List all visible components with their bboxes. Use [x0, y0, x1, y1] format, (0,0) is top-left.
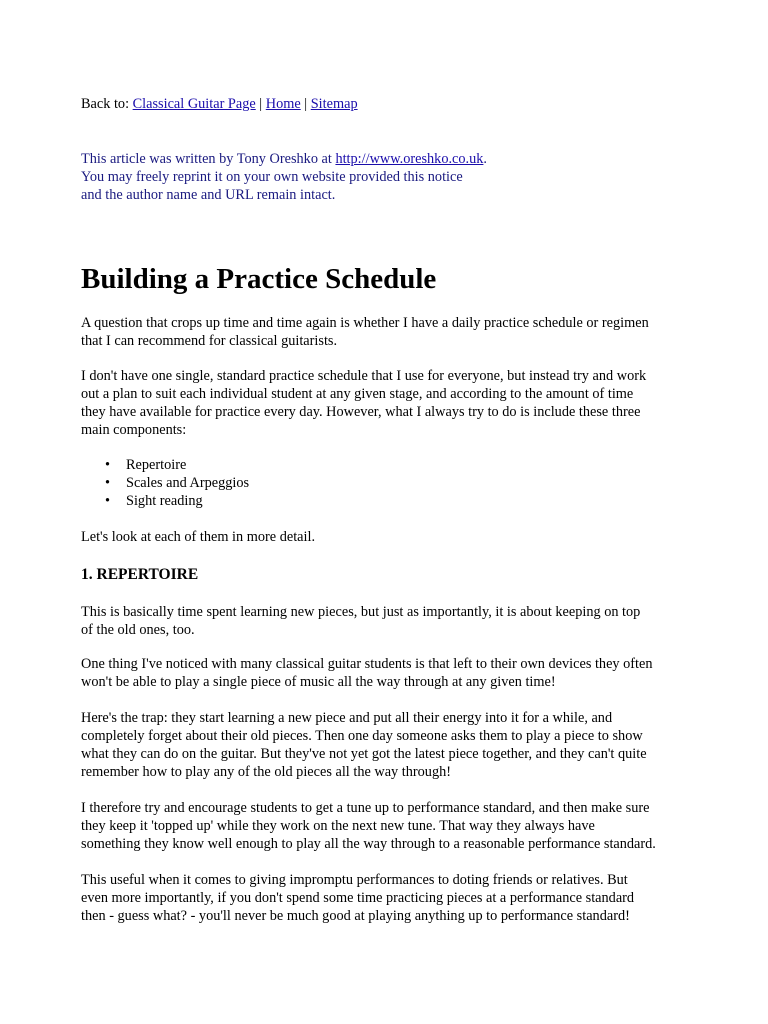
paragraph-line: I don't have one single, standard practice schedule that I use for everyone, but instead try and work: [81, 368, 647, 384]
classical-guitar-page-link[interactable]: Classical Guitar Page: [132, 96, 256, 112]
paragraph-line: remember how to play any of the old pieces all the way through!: [81, 764, 452, 780]
notice-line: [81, 150, 487, 168]
article-title: Building a Practice Schedule: [81, 263, 437, 295]
trap-paragraph: [81, 709, 647, 781]
paragraph-line: I therefore try and encourage students to get a tune up to performance standard, and then make sure: [81, 800, 650, 816]
paragraph-line: then - guess what? - you'll never be much good at playing anything up to performance standard!: [81, 908, 630, 924]
paragraph-line: One thing I've noticed with many classical guitar students is that left to their own devices they often: [81, 656, 653, 672]
paragraph-line: completely forget about their old pieces. Then one day someone asks them to play a piece to show: [81, 728, 643, 744]
bullet-icon: •: [105, 457, 111, 473]
notice-line: and the author name and URL remain intact.: [81, 187, 336, 203]
paragraph-line: This is basically time spent learning new pieces, but just as importantly, it is about keeping on top: [81, 604, 641, 620]
list-item-label: Sight reading: [126, 493, 203, 509]
students-paragraph: [81, 655, 653, 691]
nav-separator: |: [259, 96, 263, 112]
impromptu-paragraph: [81, 871, 634, 925]
list-item: [81, 474, 249, 492]
back-navigation: [81, 95, 358, 113]
list-item: [81, 492, 249, 510]
nav-separator: |: [304, 96, 308, 112]
home-link[interactable]: Home: [265, 96, 301, 112]
notice-line: You may freely reprint it on your own website provided this notice: [81, 169, 463, 185]
sitemap-link[interactable]: Sitemap: [310, 96, 358, 112]
paragraph-line: they have available for practice every day. However, what I always try to do is include these three: [81, 404, 641, 420]
paragraph-line: A question that crops up time and time again is whether I have a daily practice schedule or regimen: [81, 315, 649, 331]
paragraph-line: Let's look at each of them in more detail.: [81, 529, 316, 545]
components-list: [81, 456, 249, 510]
paragraph-line: something they know well enough to play all the way through to a reasonable performance standard.: [81, 836, 656, 852]
repertoire-paragraph: [81, 603, 640, 639]
notice-period: .: [483, 151, 487, 167]
paragraph-line: won't be able to play a single piece of music all the way through at any given time!: [81, 674, 556, 690]
detail-paragraph: [81, 528, 315, 546]
paragraph-line: out a plan to suit each individual student at any given stage, and according to the amount of time: [81, 386, 634, 402]
paragraph-line: that I can recommend for classical guitarists.: [81, 333, 338, 349]
notice-text: This article was written by Tony Oreshko at: [81, 151, 336, 167]
reprint-notice: [81, 150, 487, 204]
paragraph-line: of the old ones, too.: [81, 622, 195, 638]
section-heading-repertoire: 1. REPERTOIRE: [81, 566, 199, 583]
performance-paragraph: [81, 799, 656, 853]
intro-paragraph: [81, 314, 649, 350]
schedule-paragraph: [81, 367, 646, 439]
paragraph-line: even more importantly, if you don't spend some time practicing pieces at a performance standard: [81, 890, 635, 906]
paragraph-line: Here's the trap: they start learning a new piece and put all their energy into it for a while, and: [81, 710, 613, 726]
list-item: [81, 456, 249, 474]
list-item-label: Scales and Arpeggios: [126, 475, 250, 491]
paragraph-line: main components:: [81, 422, 187, 438]
bullet-icon: •: [105, 493, 111, 509]
back-to-label: Back to:: [81, 96, 130, 112]
list-item-label: Repertoire: [126, 457, 187, 473]
paragraph-line: what they can do on the guitar. But they've not yet got the latest piece together, and they can't quite: [81, 746, 647, 762]
paragraph-line: This useful when it comes to giving impromptu performances to doting friends or relatives. But: [81, 872, 628, 888]
bullet-icon: •: [105, 475, 111, 491]
author-website-link[interactable]: http://www.oreshko.co.uk: [335, 151, 484, 167]
paragraph-line: they keep it 'topped up' while they work on the next new tune. That way they always have: [81, 818, 595, 834]
